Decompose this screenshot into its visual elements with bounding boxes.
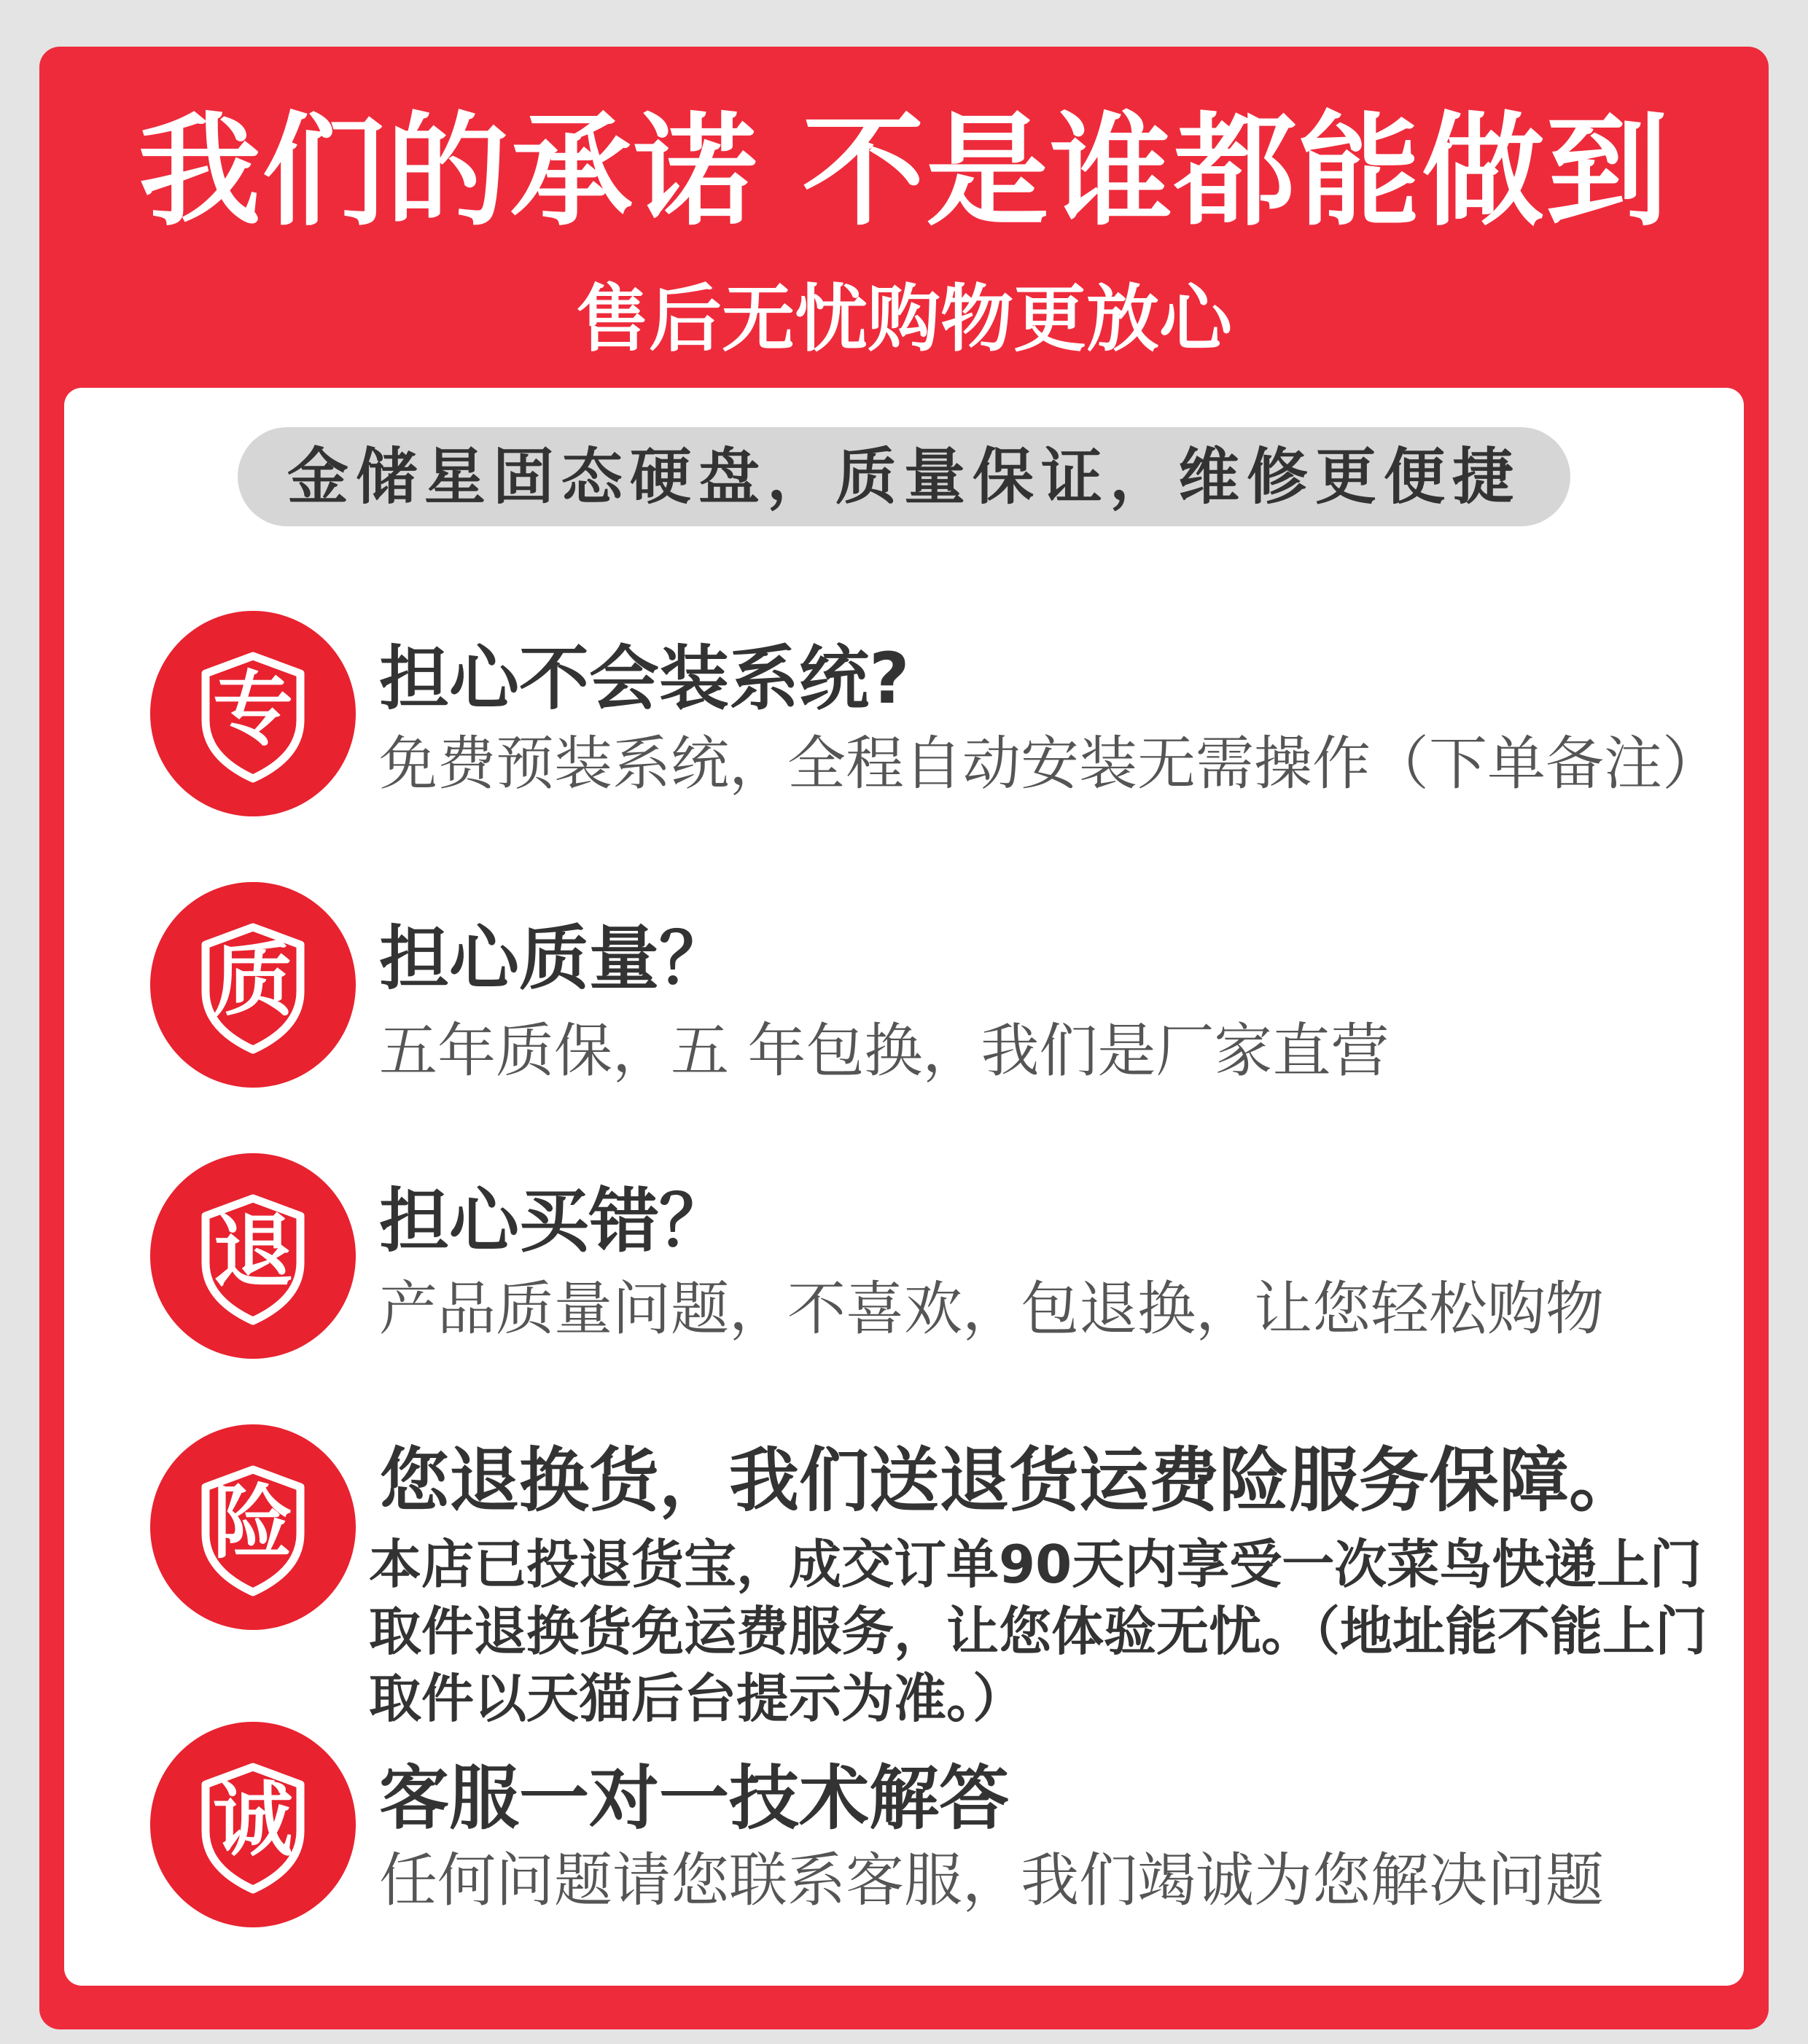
badge-xian <box>150 1424 356 1630</box>
item-title-system: 担心不会装系统? <box>379 638 910 719</box>
badge-zhi <box>150 882 356 1088</box>
badge-glyph: 质 <box>213 934 293 1027</box>
badge-zhuan <box>150 611 356 816</box>
banner-pill: 金储星固态硬盘，质量保证，维修更便捷 <box>238 427 1570 526</box>
item-title-return-insurance: 您退换货，我们送退货运费险服务保障。 <box>379 1440 1639 1521</box>
badge-glyph: 专 <box>213 663 293 756</box>
item-title-support: 客服一对一技术解答 <box>379 1758 1009 1839</box>
item-title-wrong-purchase: 担心买错？ <box>379 1180 729 1262</box>
item-title-quality: 担心质量？ <box>379 918 729 999</box>
badge-cheng <box>150 1722 356 1927</box>
badge-glyph: 退 <box>213 1205 293 1298</box>
item-desc-return-insurance: 本店已投退货宝，成交订单90天内享受一次菜鸟快递上门取件退换货免运费服务，让您体验无忧。（地址能不能上门取件以天猫后台提示为准。） <box>369 1534 1708 1729</box>
item-desc-support: 任何问题请您联系客服，我们竭诚为您解决问题 <box>379 1846 1604 1914</box>
item-desc-quality: 五年质保，五 年包换，我们是厂家直营 <box>379 1017 1390 1085</box>
item-desc-system: 免费预装系统，全程自动安装无需操作（下单备注） <box>379 730 1721 797</box>
item-desc-wrong-purchase: 产品质量问题，不喜欢，包退换，让您轻松购物 <box>379 1275 1604 1343</box>
badge-tui <box>150 1153 356 1359</box>
badge-glyph: 险 <box>213 1476 293 1569</box>
badge-glyph: 诚 <box>213 1774 293 1867</box>
subheadline: 售后无忧购物更放心 <box>576 276 1232 362</box>
headline: 我们的承诺 不是谁都能做到 <box>138 100 1670 243</box>
